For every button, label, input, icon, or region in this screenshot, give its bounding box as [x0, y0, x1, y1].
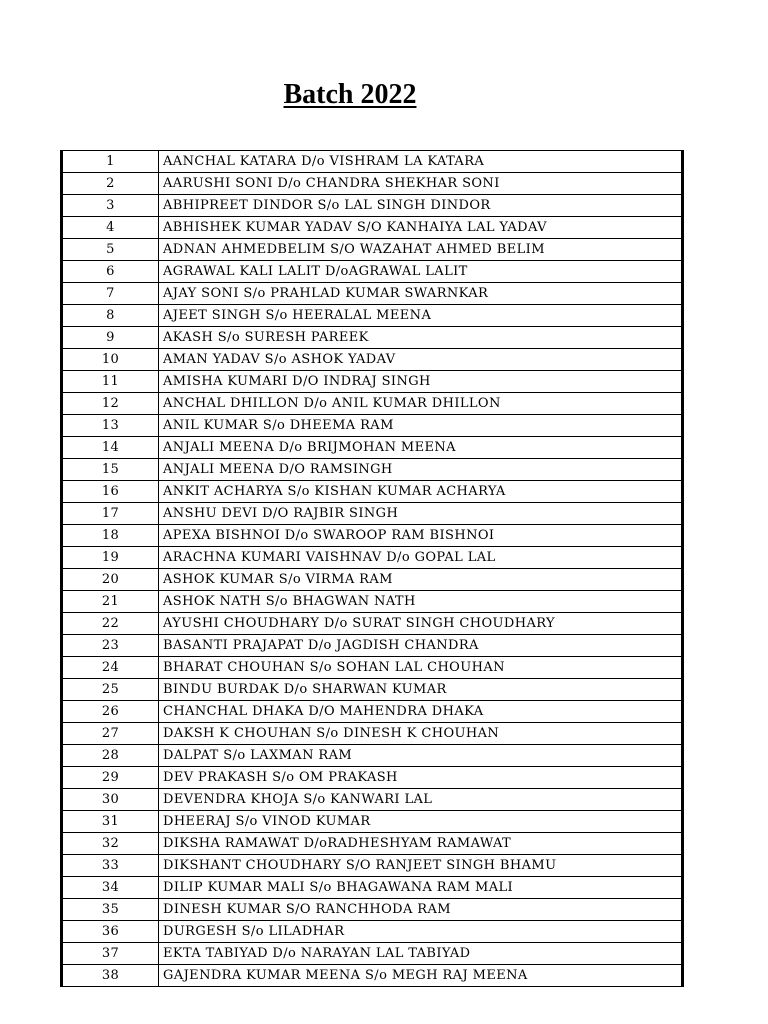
student-name-cell: AGRAWAL KALI LALIT D/oAGRAWAL LALIT: [159, 261, 683, 283]
serial-number-cell: 30: [62, 789, 159, 811]
serial-number-cell: 37: [62, 943, 159, 965]
table-row: [62, 503, 683, 525]
student-name-cell: EKTA TABIYAD D/o NARAYAN LAL TABIYAD: [159, 943, 683, 965]
serial-number-cell: 7: [62, 283, 159, 305]
table-row: [62, 789, 683, 811]
table-row: [62, 591, 683, 613]
serial-number-cell: 4: [62, 217, 159, 239]
table-row: [62, 283, 683, 305]
serial-number-cell: 9: [62, 327, 159, 349]
table-row: [62, 349, 683, 371]
serial-number-cell: 3: [62, 195, 159, 217]
student-name-cell: ANCHAL DHILLON D/o ANIL KUMAR DHILLON: [159, 393, 683, 415]
student-list-body: [62, 151, 683, 987]
student-name-cell: AMISHA KUMARI D/O INDRAJ SINGH: [159, 371, 683, 393]
student-name-cell: AJAY SONI S/o PRAHLAD KUMAR SWARNKAR: [159, 283, 683, 305]
student-name-cell: ASHOK NATH S/o BHAGWAN NATH: [159, 591, 683, 613]
student-name-cell: DINESH KUMAR S/O RANCHHODA RAM: [159, 899, 683, 921]
table-row: [62, 415, 683, 437]
table-row: [62, 723, 683, 745]
table-row: [62, 965, 683, 987]
serial-number-cell: 15: [62, 459, 159, 481]
student-name-cell: DIKSHANT CHOUDHARY S/O RANJEET SINGH BHAMU: [159, 855, 683, 877]
student-name-cell: ABHIPREET DINDOR S/o LAL SINGH DINDOR: [159, 195, 683, 217]
serial-number-cell: 33: [62, 855, 159, 877]
table-row: [62, 459, 683, 481]
serial-number-cell: 35: [62, 899, 159, 921]
serial-number-cell: 23: [62, 635, 159, 657]
table-row: [62, 811, 683, 833]
serial-number-cell: 20: [62, 569, 159, 591]
serial-number-cell: 25: [62, 679, 159, 701]
student-name-cell: ARACHNA KUMARI VAISHNAV D/o GOPAL LAL: [159, 547, 683, 569]
student-name-cell: DALPAT S/o LAXMAN RAM: [159, 745, 683, 767]
serial-number-cell: 36: [62, 921, 159, 943]
table-row: [62, 569, 683, 591]
student-name-cell: DURGESH S/o LILADHAR: [159, 921, 683, 943]
student-name-cell: ANJALI MEENA D/o BRIJMOHAN MEENA: [159, 437, 683, 459]
student-name-cell: BINDU BURDAK D/o SHARWAN KUMAR: [159, 679, 683, 701]
table-row: [62, 701, 683, 723]
student-name-cell: AARUSHI SONI D/o CHANDRA SHEKHAR SONI: [159, 173, 683, 195]
serial-number-cell: 17: [62, 503, 159, 525]
table-row: [62, 613, 683, 635]
serial-number-cell: 29: [62, 767, 159, 789]
student-name-cell: AANCHAL KATARA D/o VISHRAM LA KATARA: [159, 151, 683, 173]
serial-number-cell: 24: [62, 657, 159, 679]
serial-number-cell: 22: [62, 613, 159, 635]
serial-number-cell: 18: [62, 525, 159, 547]
table-row: [62, 833, 683, 855]
serial-number-cell: 28: [62, 745, 159, 767]
serial-number-cell: 21: [62, 591, 159, 613]
table-row: [62, 745, 683, 767]
serial-number-cell: 38: [62, 965, 159, 987]
student-name-cell: AYUSHI CHOUDHARY D/o SURAT SINGH CHOUDHARY: [159, 613, 683, 635]
serial-number-cell: 6: [62, 261, 159, 283]
table-row: [62, 899, 683, 921]
student-name-cell: DHEERAJ S/o VINOD KUMAR: [159, 811, 683, 833]
table-row: [62, 217, 683, 239]
table-row: [62, 481, 683, 503]
student-name-cell: ADNAN AHMEDBELIM S/O WAZAHAT AHMED BELIM: [159, 239, 683, 261]
serial-number-cell: 27: [62, 723, 159, 745]
table-row: [62, 327, 683, 349]
student-name-cell: GAJENDRA KUMAR MEENA S/o MEGH RAJ MEENA: [159, 965, 683, 987]
table-row: [62, 679, 683, 701]
table-row: [62, 261, 683, 283]
student-name-cell: DEVENDRA KHOJA S/o KANWARI LAL: [159, 789, 683, 811]
student-name-cell: CHANCHAL DHAKA D/O MAHENDRA DHAKA: [159, 701, 683, 723]
table-row: [62, 547, 683, 569]
serial-number-cell: 10: [62, 349, 159, 371]
serial-number-cell: 26: [62, 701, 159, 723]
serial-number-cell: 34: [62, 877, 159, 899]
serial-number-cell: 8: [62, 305, 159, 327]
table-row: [62, 173, 683, 195]
student-name-cell: AJEET SINGH S/o HEERALAL MEENA: [159, 305, 683, 327]
page-title: Batch 2022: [283, 79, 417, 110]
table-row: [62, 151, 683, 173]
table-row: [62, 525, 683, 547]
serial-number-cell: 14: [62, 437, 159, 459]
student-name-cell: ANKIT ACHARYA S/o KISHAN KUMAR ACHARYA: [159, 481, 683, 503]
student-name-cell: DILIP KUMAR MALI S/o BHAGAWANA RAM MALI: [159, 877, 683, 899]
student-name-cell: DIKSHA RAMAWAT D/oRADHESHYAM RAMAWAT: [159, 833, 683, 855]
student-name-cell: AMAN YADAV S/o ASHOK YADAV: [159, 349, 683, 371]
serial-number-cell: 1: [62, 151, 159, 173]
student-list-table: [60, 150, 684, 987]
serial-number-cell: 32: [62, 833, 159, 855]
student-name-cell: DAKSH K CHOUHAN S/o DINESH K CHOUHAN: [159, 723, 683, 745]
table-row: [62, 195, 683, 217]
student-name-cell: ANSHU DEVI D/O RAJBIR SINGH: [159, 503, 683, 525]
student-name-cell: APEXA BISHNOI D/o SWAROOP RAM BISHNOI: [159, 525, 683, 547]
student-name-cell: BHARAT CHOUHAN S/o SOHAN LAL CHOUHAN: [159, 657, 683, 679]
serial-number-cell: 13: [62, 415, 159, 437]
table-row: [62, 239, 683, 261]
student-name-cell: ANIL KUMAR S/o DHEEMA RAM: [159, 415, 683, 437]
student-name-cell: DEV PRAKASH S/o OM PRAKASH: [159, 767, 683, 789]
table-row: [62, 767, 683, 789]
table-row: [62, 305, 683, 327]
table-row: [62, 943, 683, 965]
serial-number-cell: 19: [62, 547, 159, 569]
serial-number-cell: 31: [62, 811, 159, 833]
table-row: [62, 877, 683, 899]
table-row: [62, 371, 683, 393]
student-name-cell: ANJALI MEENA D/O RAMSINGH: [159, 459, 683, 481]
table-row: [62, 855, 683, 877]
serial-number-cell: 5: [62, 239, 159, 261]
table-row: [62, 657, 683, 679]
serial-number-cell: 16: [62, 481, 159, 503]
table-row: [62, 635, 683, 657]
serial-number-cell: 12: [62, 393, 159, 415]
table-row: [62, 437, 683, 459]
student-name-cell: BASANTI PRAJAPAT D/o JAGDISH CHANDRA: [159, 635, 683, 657]
table-row: [62, 393, 683, 415]
table-row: [62, 921, 683, 943]
serial-number-cell: 11: [62, 371, 159, 393]
serial-number-cell: 2: [62, 173, 159, 195]
student-name-cell: AKASH S/o SURESH PAREEK: [159, 327, 683, 349]
student-name-cell: ASHOK KUMAR S/o VIRMA RAM: [159, 569, 683, 591]
student-name-cell: ABHISHEK KUMAR YADAV S/O KANHAIYA LAL YADAV: [159, 217, 683, 239]
